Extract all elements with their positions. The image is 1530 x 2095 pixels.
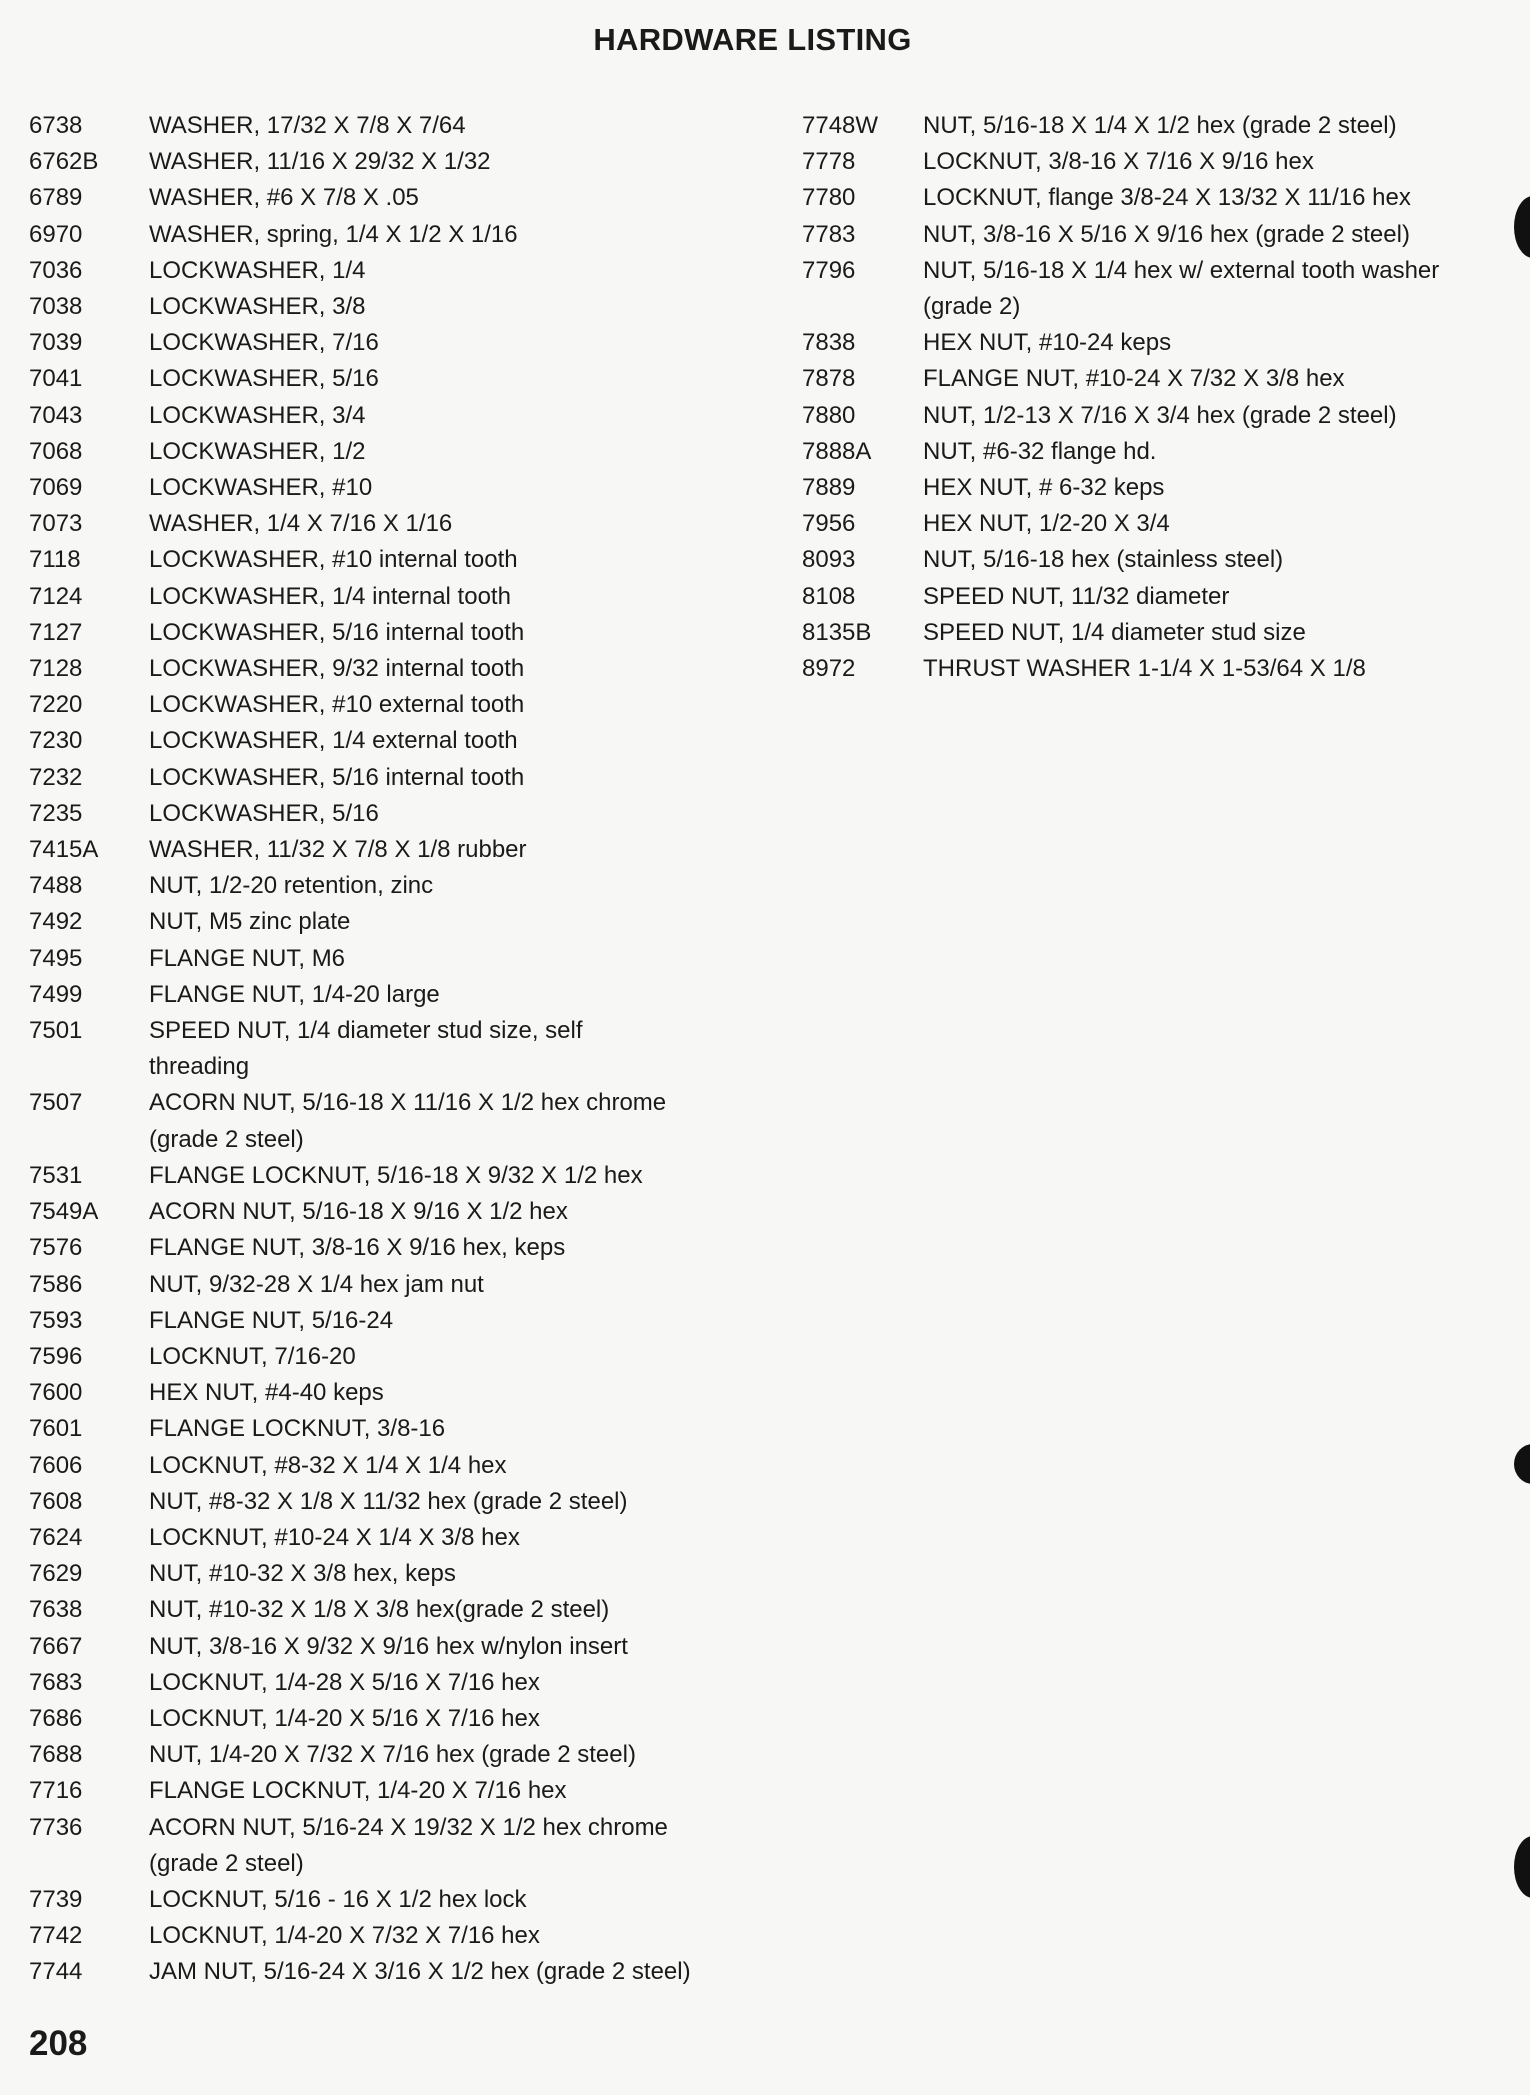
part-description-line: LOCKWASHER, 3/8 — [149, 293, 366, 321]
part-number: 6970 — [29, 220, 83, 248]
part-description-line: (grade 2) — [923, 293, 1021, 321]
part-description-line: NUT, #6-32 flange hd. — [923, 437, 1157, 465]
part-description — [149, 1339, 729, 1375]
hardware-row — [29, 1665, 729, 1701]
part-description-line: NUT, 3/8-16 X 5/16 X 9/16 hex (grade 2 steel) — [923, 220, 1410, 248]
hardware-row — [802, 108, 1502, 144]
part-description-line: WASHER, 17/32 X 7/8 X 7/64 — [149, 112, 466, 139]
part-number: 7041 — [29, 365, 83, 393]
part-description — [149, 470, 729, 506]
hardware-row — [29, 1810, 729, 1882]
part-number: 7069 — [29, 474, 83, 502]
part-description-line: LOCKWASHER, 9/32 internal tooth — [149, 655, 525, 683]
part-description — [149, 1520, 729, 1556]
hardware-row — [29, 398, 729, 434]
part-description-line: LOCKNUT, 5/16 - 16 X 1/2 hex lock — [149, 1885, 527, 1913]
part-number: 7796 — [802, 256, 856, 284]
part-description — [923, 108, 1502, 144]
part-number: 7235 — [29, 799, 83, 827]
part-description — [149, 1773, 729, 1809]
hardware-row — [29, 1158, 729, 1194]
part-number: 7415A — [29, 836, 99, 864]
part-description-line: ACORN NUT, 5/16-24 X 19/32 X 1/2 hex chrome — [149, 1813, 668, 1841]
hardware-row — [29, 361, 729, 397]
part-number: 7124 — [29, 582, 83, 610]
part-description-line: NUT, 5/16-18 hex (stainless steel) — [923, 546, 1284, 574]
part-number: 7038 — [29, 293, 83, 321]
hardware-row — [802, 615, 1502, 651]
hardware-row — [29, 904, 729, 940]
hardware-row — [29, 253, 729, 289]
part-description-line: ACORN NUT, 5/16-18 X 11/16 X 1/2 hex chrome — [149, 1089, 667, 1117]
part-description-line: SPEED NUT, 11/32 diameter — [923, 582, 1230, 610]
part-description-line: FLANGE LOCKNUT, 5/16-18 X 9/32 X 1/2 hex — [149, 1161, 643, 1189]
part-description — [149, 832, 729, 868]
part-description-line: LOCKWASHER, 1/4 external tooth — [149, 727, 518, 755]
part-description — [923, 253, 1502, 325]
part-description-line: WASHER, 1/4 X 7/16 X 1/16 — [149, 510, 453, 538]
part-description-line: HEX NUT, #4-40 keps — [149, 1379, 384, 1407]
hardware-row — [29, 1954, 729, 1990]
part-number: 7716 — [29, 1777, 83, 1805]
part-description — [923, 579, 1502, 615]
part-number: 7593 — [29, 1306, 83, 1334]
part-number: 7600 — [29, 1379, 83, 1407]
hardware-row — [29, 579, 729, 615]
part-number: 7606 — [29, 1451, 83, 1479]
part-description-line: LOCKWASHER, 1/4 — [149, 256, 366, 284]
part-description-line: HEX NUT, # 6-32 keps — [923, 474, 1165, 502]
hardware-row — [29, 941, 729, 977]
part-description-line: FLANGE NUT, 3/8-16 X 9/16 hex, keps — [149, 1234, 566, 1262]
part-number: 7488 — [29, 872, 83, 900]
hardware-row — [29, 615, 729, 651]
part-number: 7118 — [29, 546, 81, 574]
part-description — [149, 904, 729, 940]
part-description-line: FLANGE NUT, 1/4-20 large — [149, 980, 440, 1008]
part-description — [923, 470, 1502, 506]
hardware-row — [29, 977, 729, 1013]
part-description-line: LOCKNUT, 1/4-20 X 7/32 X 7/16 hex — [149, 1922, 540, 1950]
part-description — [149, 1411, 729, 1447]
part-description — [149, 615, 729, 651]
hardware-row — [29, 1918, 729, 1954]
hardware-row — [29, 1448, 729, 1484]
part-description-line: HEX NUT, #10-24 keps — [923, 329, 1172, 357]
part-number: 7576 — [29, 1234, 83, 1262]
hardware-row — [802, 542, 1502, 578]
part-description-line: LOCKWASHER, 5/16 internal tooth — [149, 763, 525, 791]
page-title: HARDWARE LISTING — [593, 22, 912, 57]
part-number: 7073 — [29, 510, 83, 538]
hardware-row — [802, 253, 1502, 325]
part-number: 7230 — [29, 727, 83, 755]
hardware-row — [29, 1520, 729, 1556]
part-description — [149, 144, 729, 180]
hardware-row — [29, 796, 729, 832]
hardware-row — [29, 144, 729, 180]
part-description — [149, 977, 729, 1013]
part-description — [149, 1701, 729, 1737]
hardware-row — [29, 1339, 729, 1375]
part-number: 7838 — [802, 329, 856, 357]
part-number: 7624 — [29, 1523, 83, 1551]
part-description — [923, 651, 1502, 687]
part-description — [149, 217, 729, 253]
part-number: 7043 — [29, 401, 83, 429]
part-description — [149, 398, 729, 434]
part-number: 7601 — [29, 1415, 83, 1443]
hardware-row — [29, 760, 729, 796]
part-description — [149, 1448, 729, 1484]
part-description — [149, 1194, 729, 1230]
part-description-line: NUT, 1/2-20 retention, zinc — [149, 872, 434, 900]
part-number: 7128 — [29, 655, 83, 683]
hardware-row — [802, 325, 1502, 361]
part-description — [923, 542, 1502, 578]
hardware-row — [29, 1013, 729, 1085]
part-description-line: LOCKWASHER, 7/16 — [149, 329, 379, 357]
hardware-list-left — [29, 108, 729, 1991]
part-description-line: WASHER, spring, 1/4 X 1/2 X 1/16 — [149, 220, 518, 248]
hardware-row — [29, 651, 729, 687]
part-description-line: LOCKWASHER, #10 — [149, 474, 373, 502]
part-description — [149, 941, 729, 977]
part-description — [149, 1737, 729, 1773]
part-description — [149, 434, 729, 470]
part-description-line: NUT, #10-32 X 1/8 X 3/8 hex(grade 2 steel) — [149, 1596, 610, 1624]
hardware-row — [29, 723, 729, 759]
hardware-row — [29, 1629, 729, 1665]
hardware-row — [29, 868, 729, 904]
part-description — [149, 180, 729, 216]
part-number: 7507 — [29, 1089, 83, 1117]
part-number: 7638 — [29, 1596, 83, 1624]
part-description-line: NUT, 9/32-28 X 1/4 hex jam nut — [149, 1270, 484, 1298]
part-description-line: FLANGE LOCKNUT, 3/8-16 — [149, 1415, 446, 1443]
part-description — [149, 325, 729, 361]
part-description — [149, 1267, 729, 1303]
part-description — [923, 144, 1502, 180]
part-number: 7220 — [29, 691, 83, 719]
part-description — [149, 1230, 729, 1266]
hardware-row — [802, 506, 1502, 542]
hardware-row — [29, 1556, 729, 1592]
part-description-line: NUT, 5/16-18 X 1/4 X 1/2 hex (grade 2 steel) — [923, 112, 1397, 139]
part-number: 7748W — [802, 112, 879, 139]
part-description-line: WASHER, 11/32 X 7/8 X 1/8 rubber — [149, 836, 527, 864]
hardware-row — [29, 180, 729, 216]
part-description — [149, 868, 729, 904]
hardware-row — [802, 579, 1502, 615]
part-number: 7127 — [29, 618, 83, 646]
hardware-row — [29, 1230, 729, 1266]
part-description-line: LOCKWASHER, #10 external tooth — [149, 691, 525, 719]
hardware-row — [29, 1592, 729, 1628]
hardware-row — [29, 506, 729, 542]
hardware-row — [29, 832, 729, 868]
part-description — [923, 398, 1502, 434]
part-description — [149, 253, 729, 289]
part-description-line: NUT, #8-32 X 1/8 X 11/32 hex (grade 2 steel) — [149, 1487, 628, 1515]
part-description-line: WASHER, #6 X 7/8 X .05 — [149, 184, 419, 212]
hardware-row — [29, 1773, 729, 1809]
part-number: 7744 — [29, 1958, 83, 1986]
part-description-line: LOCKNUT, 1/4-28 X 5/16 X 7/16 hex — [149, 1668, 540, 1696]
hardware-row — [29, 325, 729, 361]
part-number: 8972 — [802, 655, 856, 683]
hardware-row — [802, 144, 1502, 180]
part-description — [149, 1556, 729, 1592]
part-description-line: NUT, 5/16-18 X 1/4 hex w/ external tooth washer — [923, 256, 1440, 284]
part-description — [923, 180, 1502, 216]
part-number: 7780 — [802, 184, 856, 212]
hardware-row — [29, 217, 729, 253]
part-number: 7667 — [29, 1632, 83, 1660]
part-description-line: LOCKNUT, 7/16-20 — [149, 1342, 356, 1370]
part-number: 7036 — [29, 256, 83, 284]
hardware-row — [29, 542, 729, 578]
hardware-row — [802, 361, 1502, 397]
part-number: 7736 — [29, 1813, 83, 1841]
hardware-row — [29, 108, 729, 144]
part-description — [149, 1158, 729, 1194]
part-number: 7889 — [802, 474, 856, 502]
hardware-row — [802, 434, 1502, 470]
part-description-line: LOCKNUT, 3/8-16 X 7/16 X 9/16 hex — [923, 148, 1314, 176]
binder-hole — [1514, 196, 1530, 258]
part-description — [923, 506, 1502, 542]
part-description-line: FLANGE NUT, M6 — [149, 944, 346, 972]
part-number: 7956 — [802, 510, 856, 538]
part-number: 6762B — [29, 148, 99, 176]
part-number: 7688 — [29, 1741, 83, 1769]
part-description-line: FLANGE NUT, #10-24 X 7/32 X 3/8 hex — [923, 365, 1345, 393]
part-number: 8135B — [802, 618, 872, 646]
part-number: 7039 — [29, 329, 83, 357]
binder-hole — [1514, 1836, 1530, 1898]
hardware-row — [29, 687, 729, 723]
part-description — [149, 723, 729, 759]
part-description — [149, 1918, 729, 1954]
hardware-row — [29, 1484, 729, 1520]
part-number: 7888A — [802, 437, 872, 465]
hardware-row — [29, 1882, 729, 1918]
hardware-row — [29, 1194, 729, 1230]
part-description-line: FLANGE LOCKNUT, 1/4-20 X 7/16 hex — [149, 1777, 567, 1805]
part-number: 7608 — [29, 1487, 83, 1515]
hardware-row — [29, 1701, 729, 1737]
part-description-line: NUT, 1/4-20 X 7/32 X 7/16 hex (grade 2 steel) — [149, 1741, 636, 1769]
part-description-line: LOCKWASHER, 5/16 — [149, 365, 379, 393]
part-description-line: NUT, 1/2-13 X 7/16 X 3/4 hex (grade 2 steel) — [923, 401, 1397, 429]
part-description — [149, 760, 729, 796]
part-description-line: LOCKNUT, #8-32 X 1/4 X 1/4 hex — [149, 1451, 507, 1479]
part-description-line: NUT, #10-32 X 3/8 hex, keps — [149, 1560, 456, 1588]
part-number: 7586 — [29, 1270, 83, 1298]
part-description — [923, 361, 1502, 397]
hardware-row — [802, 651, 1502, 687]
part-description-line: (grade 2 steel) — [149, 1849, 304, 1877]
part-description-line: SPEED NUT, 1/4 diameter stud size, self — [149, 1017, 583, 1045]
hardware-row — [29, 434, 729, 470]
part-number: 7495 — [29, 944, 83, 972]
hardware-row — [802, 180, 1502, 216]
part-number: 7880 — [802, 401, 856, 429]
hardware-row — [29, 1267, 729, 1303]
part-description-line: NUT, 3/8-16 X 9/32 X 9/16 hex w/nylon insert — [149, 1632, 628, 1660]
hardware-row — [29, 1737, 729, 1773]
part-description — [923, 434, 1502, 470]
part-description-line: ACORN NUT, 5/16-18 X 9/16 X 1/2 hex — [149, 1198, 568, 1226]
part-number: 7878 — [802, 365, 856, 393]
part-description — [149, 1954, 729, 1990]
part-number: 7232 — [29, 763, 83, 791]
part-number: 8108 — [802, 582, 856, 610]
part-description — [149, 1085, 729, 1157]
part-description-line: LOCKNUT, flange 3/8-24 X 13/32 X 11/16 hex — [923, 184, 1411, 212]
part-description-line: LOCKWASHER, 5/16 — [149, 799, 379, 827]
part-description — [149, 108, 729, 144]
hardware-row — [29, 470, 729, 506]
part-description — [149, 1592, 729, 1628]
part-number: 7531 — [29, 1161, 83, 1189]
part-description — [149, 1629, 729, 1665]
part-description — [923, 325, 1502, 361]
part-description-line: WASHER, 11/16 X 29/32 X 1/32 — [149, 148, 491, 176]
part-number: 7742 — [29, 1922, 83, 1950]
part-description-line: NUT, M5 zinc plate — [149, 908, 351, 936]
part-description-line: LOCKWASHER, 1/2 — [149, 437, 366, 465]
part-description-line: LOCKNUT, #10-24 X 1/4 X 3/8 hex — [149, 1523, 520, 1551]
hardware-row — [802, 470, 1502, 506]
part-description-line: SPEED NUT, 1/4 diameter stud size — [923, 618, 1306, 646]
part-description — [149, 289, 729, 325]
part-description — [149, 579, 729, 615]
part-description — [149, 1810, 729, 1882]
part-number: 8093 — [802, 546, 856, 574]
part-number: 7683 — [29, 1668, 83, 1696]
part-number: 7739 — [29, 1885, 83, 1913]
part-number: 6789 — [29, 184, 83, 212]
page-number: 208 — [29, 2024, 88, 2063]
part-description — [149, 1665, 729, 1701]
part-description — [149, 651, 729, 687]
hardware-list-right — [802, 108, 1502, 687]
part-description — [149, 542, 729, 578]
hardware-row — [29, 289, 729, 325]
part-description-line: HEX NUT, 1/2-20 X 3/4 — [923, 510, 1170, 538]
part-description — [149, 796, 729, 832]
part-description-line: LOCKWASHER, #10 internal tooth — [149, 546, 518, 574]
hardware-row — [29, 1375, 729, 1411]
hardware-row — [29, 1085, 729, 1157]
part-description — [149, 506, 729, 542]
part-description — [149, 1484, 729, 1520]
part-description-line: threading — [149, 1053, 250, 1081]
part-description — [923, 217, 1502, 253]
part-number: 7596 — [29, 1342, 83, 1370]
binder-hole — [1514, 1444, 1530, 1484]
part-number: 7629 — [29, 1560, 83, 1588]
part-number: 7778 — [802, 148, 856, 176]
part-number: 7549A — [29, 1198, 99, 1226]
part-description-line: LOCKWASHER, 3/4 — [149, 401, 366, 429]
hardware-row — [29, 1303, 729, 1339]
part-description-line: LOCKNUT, 1/4-20 X 5/16 X 7/16 hex — [149, 1704, 540, 1732]
part-description — [923, 615, 1502, 651]
part-number: 6738 — [29, 112, 83, 139]
part-description — [149, 687, 729, 723]
hardware-row — [29, 1411, 729, 1447]
part-number: 7492 — [29, 908, 83, 936]
part-description — [149, 1303, 729, 1339]
part-number: 7068 — [29, 437, 83, 465]
part-description-line: LOCKWASHER, 1/4 internal tooth — [149, 582, 511, 610]
part-description-line: FLANGE NUT, 5/16-24 — [149, 1306, 394, 1334]
part-number: 7686 — [29, 1704, 83, 1732]
part-description — [149, 361, 729, 397]
part-description — [149, 1375, 729, 1411]
part-number: 7499 — [29, 980, 83, 1008]
part-number: 7783 — [802, 220, 856, 248]
part-description — [149, 1013, 729, 1085]
part-description-line: LOCKWASHER, 5/16 internal tooth — [149, 618, 525, 646]
part-description — [149, 1882, 729, 1918]
part-description-line: THRUST WASHER 1-1/4 X 1-53/64 X 1/8 — [923, 655, 1366, 683]
part-description-line: JAM NUT, 5/16-24 X 3/16 X 1/2 hex (grade 2 steel) — [149, 1958, 691, 1986]
hardware-row — [802, 217, 1502, 253]
part-number: 7501 — [29, 1017, 83, 1045]
hardware-row — [802, 398, 1502, 434]
part-description-line: (grade 2 steel) — [149, 1125, 304, 1153]
